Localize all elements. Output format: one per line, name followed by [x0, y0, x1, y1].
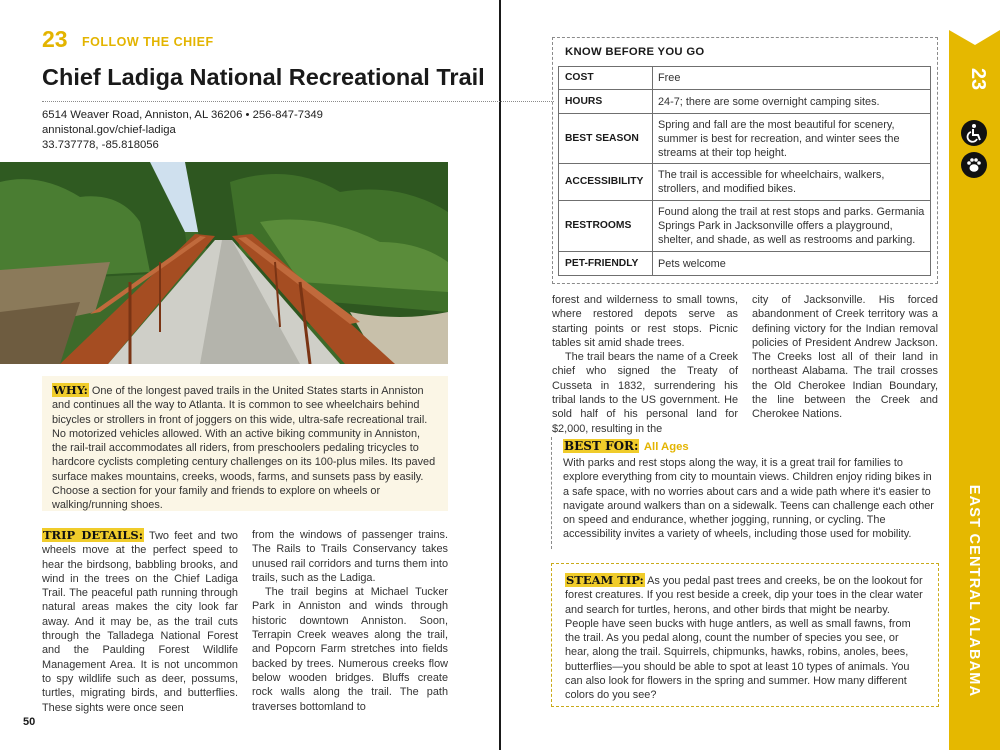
wheelchair-icon [961, 120, 987, 146]
paw-icon [961, 152, 987, 178]
body-paragraph: city of Jacksonville. His forced abandonment of Creek territory was a defining victory for the Indian removal policies of President Andrew Jackson. The Creeks lost all of their land in northeast Alabama. The trail crosses the Old Cherokee Indian Boundary, the line between the Creek and Cherokee Nations. [752, 294, 938, 421]
table-row [559, 164, 931, 201]
row-key: BEST SEASON [559, 114, 653, 164]
title-divider [42, 101, 554, 102]
table-row [559, 201, 931, 252]
table-row [559, 90, 931, 114]
why-callout [42, 376, 448, 511]
row-value: 24-7; there are some overnight camping sites. [653, 90, 931, 114]
trip-details-text: Two feet and two wheels move at the perfect speed to hear the birdsong, babbling brooks, and wind in the trees on the Chief Ladiga Trail. The peaceful path running through natural areas makes the city look far away. And it may be, as the trail cuts through the Talladega National Forest and the Paulding Forest Wildlife Management Area. It is not uncommon to spy wildlife such as deer, possums, turtles, migrating birds, and butterflies. These sights were once seen [42, 530, 238, 714]
gps-coordinates: 33.737778, -85.818056 [42, 139, 159, 151]
best-for-value: All Ages [643, 441, 689, 453]
bridge-photo [0, 162, 448, 364]
trip-details-label: TRIP DETAILS: [43, 528, 143, 542]
address-line: 6514 Weaver Road, Anniston, AL 36206 • 256-847-7349 [42, 109, 323, 121]
continued-column-1 [552, 293, 738, 436]
region-label: EAST CENTRAL ALABAMA [966, 484, 982, 698]
trip-details-column-2 [252, 528, 448, 714]
row-key: RESTROOMS [559, 201, 653, 252]
trip-details-column-1 [42, 528, 238, 715]
row-key: COST [559, 67, 653, 90]
why-text: One of the longest paved trails in the United States starts in Anniston and continues all the way to Atlanta. It is common to see wheelchairs behind bicycles or strollers in front of joggers on this wide, ultra-safe recreational trail. No motorized vehicles allowed. With an active biking community in Anniston, the rail-trail accommodates all riders, from preschoolers pedaling tricycles to hardcore cyclists completing century challenges on its 100-plus miles. Its paved surface makes mountains, creeks, woods, farms, and sunsets pass by easily. Choose a section for your family and friends to explore on wheels or walking/running shoes. [52, 385, 436, 512]
table-row [559, 114, 931, 164]
table-row [559, 67, 931, 90]
continued-column-2 [752, 293, 938, 422]
chapter-tab-number: 23 [967, 67, 989, 91]
row-key: PET-FRIENDLY [559, 252, 653, 276]
steam-tip-callout [551, 563, 939, 707]
know-before-title: KNOW BEFORE YOU GO [565, 46, 705, 58]
why-label: WHY: [53, 383, 88, 397]
row-value: Spring and fall are the most beautiful for scenery, summer is best for recreation, and winter sees the streams at their top height. [653, 114, 931, 164]
body-paragraph: The trail bears the name of a Creek chief who signed the Treaty of Cusseta in 1832, surrendering his tribal lands to the US government. He sold half of his personal land for $2,000, resulting in the [552, 351, 738, 435]
steam-tip-label: STEAM TIP: [566, 573, 644, 587]
trip-details-paragraph: The trail begins at Michael Tucker Park in Anniston and winds through historic downtown Anniston. Soon, Terrapin Creek weaves along the trail, and Popcorn Farm stretches into fields backed by trees. Numerous creeks flow below wooden bridges. Bluffs create rock walls along the trail. The path traverses bottomland to [252, 586, 448, 713]
page-number-left: 50 [23, 716, 36, 728]
chapter-label: FOLLOW THE CHIEF [82, 35, 214, 49]
row-value: The trail is accessible for wheelchairs, walkers, strollers, and modified bikes. [653, 164, 931, 201]
page-title: Chief Ladiga National Recreational Trail [42, 64, 485, 90]
body-paragraph: forest and wilderness to small towns, where restored depots serve as starting points or rest stops. Picnic tables sit amid shade trees. [552, 294, 738, 349]
website-link[interactable]: annistonal.gov/chief-ladiga [42, 124, 176, 136]
row-value: Pets welcome [653, 252, 931, 276]
row-value: Free [653, 67, 931, 90]
know-before-box [552, 37, 938, 284]
row-value: Found along the trail at rest stops and parks. Germania Springs Park in Jacksonville offers a playground, shelter, and shade, as well as restrooms and parking. [653, 201, 931, 252]
steam-tip-text: As you pedal past trees and creeks, be on the lookout for forest creatures. If you rest beside a creek, dip your toes in the clear water and search for turtles, herons, and other birds that might be nearby. People have seen bucks with huge antlers, as well as small fawns, from the trail. As you pedal along, count the number of species you see, or hear, along the trail. Squirrels, chipmunks, hawks, robins, anoles, bees, butterflies—you should be able to spot at least 10 types of animals. You can also look for flowers in the spring and summer. How many different colors do you see? [565, 575, 923, 702]
table-row [559, 252, 931, 276]
trip-details-paragraph: from the windows of passenger trains. The Rails to Trails Conservancy takes unused rail corridors and turns them into trails, such as the Ladiga. [252, 529, 448, 584]
best-for-label: BEST FOR: [564, 439, 639, 453]
know-before-table [558, 66, 931, 276]
best-for-callout [551, 437, 940, 549]
tab-notch-shape [949, 0, 1000, 210]
chapter-number: 23 [42, 26, 68, 52]
row-key: ACCESSIBILITY [559, 164, 653, 201]
row-key: HOURS [559, 90, 653, 114]
best-for-text: With parks and rest stops along the way, it is a great trail for families to explore everything from city to mountain views. Children enjoy riding bikes in a safe space, with no worries about cars and a wide path where it's easier to navigate around walkers than on a sidewalk. Teens can challenge each other on speed and endurance, whether jogging, running, or cycling. The accessibility invites a variety of wheels, including those used for mobility. [563, 457, 934, 541]
